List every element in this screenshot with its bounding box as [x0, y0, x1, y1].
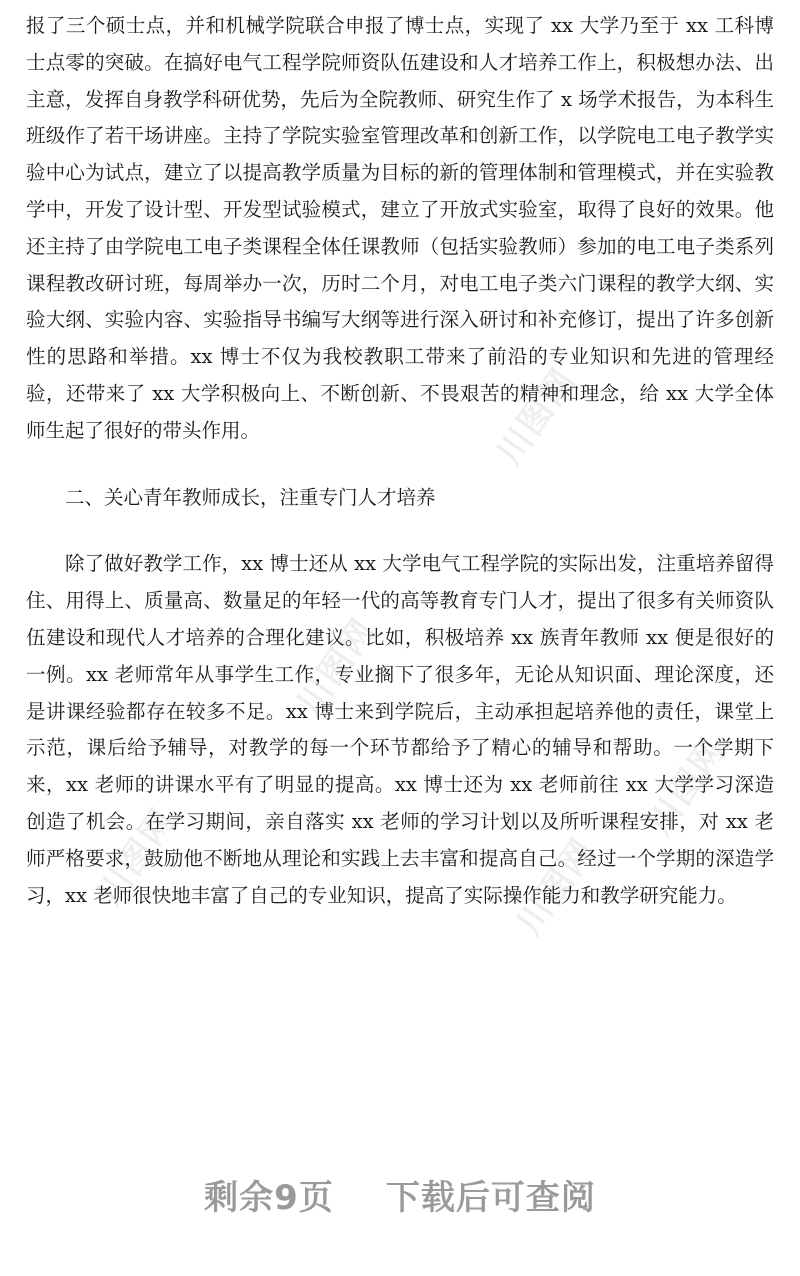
watermark: 川图网 [509, 830, 605, 943]
download-prompt-label: 下载后可查阅 [385, 1178, 596, 1218]
watermark: 川图网 [289, 610, 385, 723]
watermark: 川图网 [489, 360, 585, 473]
watermark: 川图网 [639, 730, 735, 843]
remaining-pages-label: 剩余9页 [204, 1178, 334, 1218]
body-paragraph: 除了做好教学工作，xx 博士还从 xx 大学电气工程学院的实际出发，注重培养留得住、用得上、质量高、数量足的年轻一代的高等教育专门人才，提出了很多有关师资队伍建设和现代人才培养的合理化建议。比如，积极培养 xx 族青年教师 xx 便是很好的一例。xx 老师常年从事学生工作，专业搁下了很多年，无论从知识面、理论深度，还是讲课经验都存在较多不足。xx 博士来到学院后，主动承担起培养他的责任，课堂上示范，课后给予辅导，对教学的每一个环节都给予了精心的辅导和帮助。一个学期下来，xx 老师的讲课水平有了明显的提高。xx 博士还为 xx 老师前往 xx 大学学习深造创造了机会。在学习期间，亲自落实 xx 老师的学习计划以及所听课程安排，对 xx 老师严格要求，鼓励他不断地从理论和实践上去丰富和提高自己。经过一个学期的深造学习，xx 老师很快地丰富了自己的专业知识，提高了实际操作能力和教学研究能力。 [26, 552, 774, 907]
section-heading: 二、关心青年教师成长，注重专门人才培养 [65, 485, 436, 509]
body-paragraph: 报了三个硕士点，并和机械学院联合申报了博士点，实现了 xx 大学乃至于 xx 工科博士点零的突破。在搞好电气工程学院师资队伍建设和人才培养工作上，积极想办法、出主意，发挥自身教学科研优势，先后为全院教师、研究生作了 x 场学术报告，为本科生班级作了若干场讲座。主持了学院实验室管理改革和创新工作，以学院电工电子教学实验中心为试点，建立了以提高教学质量为目标的新的管理体制和管理模式，并在实验教学中，开发了设计型、开发型试验模式，建立了开放式实验室，取得了良好的效果。他还主持了由学院电工电子类课程全体任课教师（包括实验教师）参加的电工电子类系列课程教改研讨班，每周举办一次，历时二个月，对电工电子类六门课程的教学大纲、实验大纲、实验内容、实验指导书编写大纲等进行深入研讨和补充修订，提出了许多创新性的思路和举措。xx 博士不仅为我校教职工带来了前沿的专业知识和先进的管理经验，还带来了 xx 大学积极向上、不断创新、不畏艰苦的精神和理念，给 xx 大学全体师生起了很好的带头作用。 [26, 14, 774, 442]
watermark: 川图网 [89, 800, 185, 913]
download-prompt-banner[interactable] [0, 1170, 800, 1219]
document-body [26, 8, 774, 914]
